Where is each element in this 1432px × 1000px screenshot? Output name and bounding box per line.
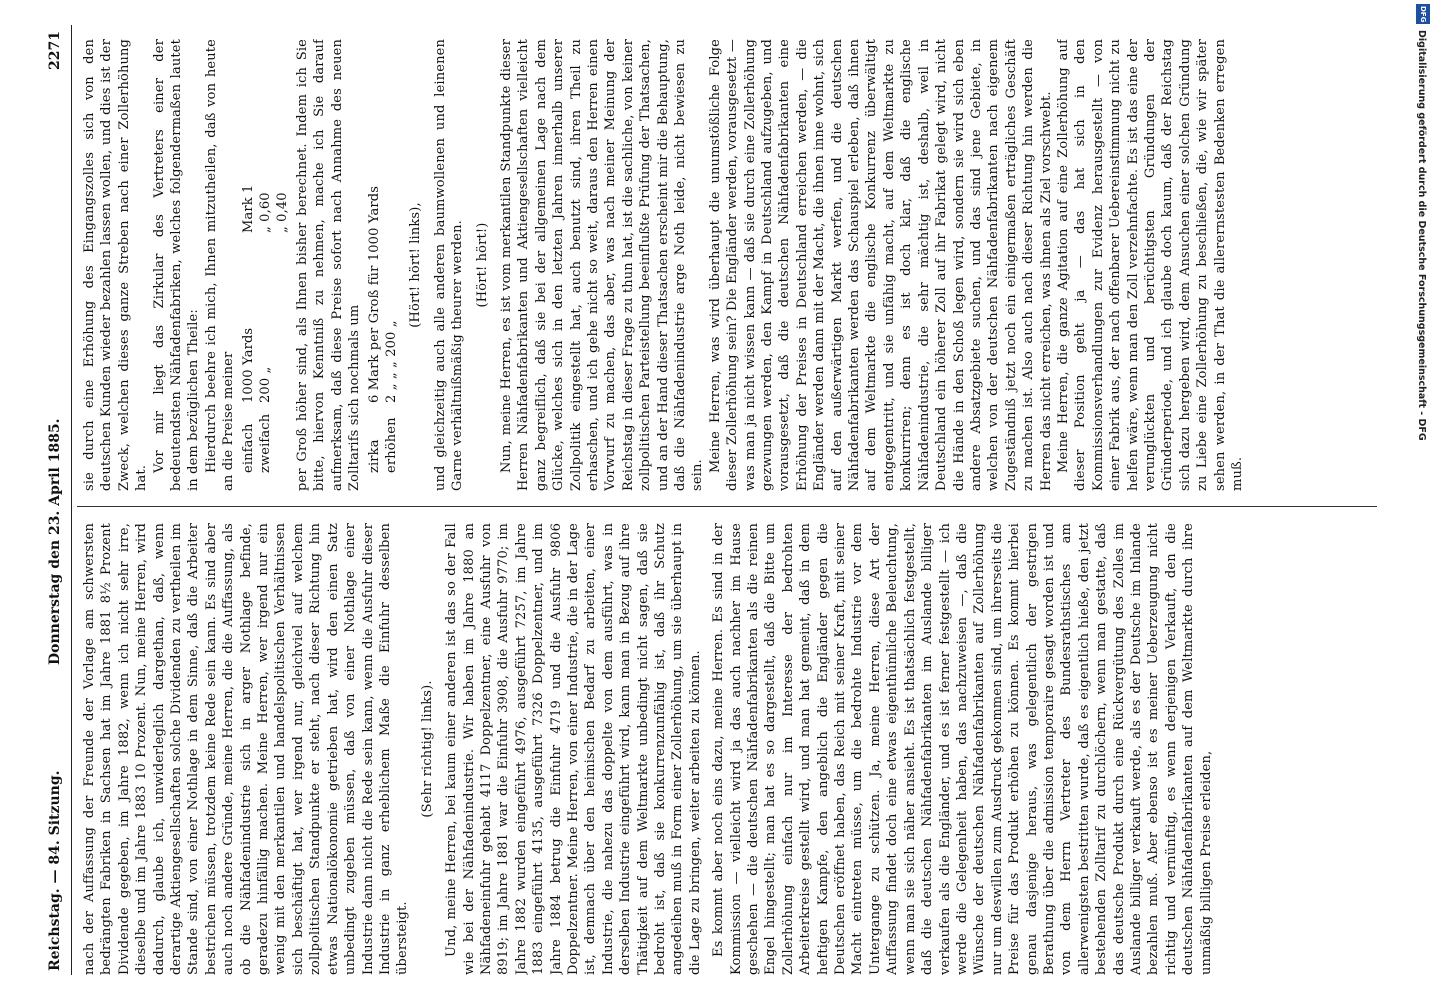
dfg-stamp (1414, 0, 1432, 1000)
table-cell: „ 0,40 (275, 192, 291, 233)
interjection: (Hört! hört!) (474, 222, 490, 308)
rotated-page (41, 25, 1391, 975)
table-row (383, 39, 400, 473)
paragraph: Meine Herren, die ganze Agitation auf eine Zollerhöhung auf dieser Position geht ja — das hat sich in den Kommissionsverhandlungen zur Evidenz herausgestellt — von einer Fabrik aus, der nach offenbarer Uebereinstimmung nicht zu helfen wäre, wenn man den Zoll verzehnfachte. Es ist das eine der verunglückten und berüchtigsten Gründungen der Gründerperiode, und ich glaube doch kaum, daß der Reichstag sich dazu hergeben wird, dem Ansuchen einer solchen Gründung zu Liebe eine Zollerhöhung zu beschließen, die, wie wir später sehen werden, in der That die allerernstesten Bedenken erregen muß. (1055, 39, 1245, 491)
right-column (81, 39, 1386, 491)
paragraph: und gleichzeitig auch alle anderen baumwollenen und leinenen Garne verhältnißmäßig theurer werden. (432, 39, 466, 491)
paragraph: nach der Auffassung der Freunde der Vorlage am schwersten bedrängten Fabriken in Sachsen hat im Jahre 1881 8½ Prozent Dividende gegeben, im Jahre 1882, wenn ich nicht sehr irre, dieselbe und im Jahre 1883 10 Prozent. Nun, meine Herren, wird dadurch, glaube ich, unwiderleglich dargethan, daß, wenn derartige Aktiengesellschaften solche Dividenden zu vertheilen im Stande sind, von einer Nothlage in dem Sinne, daß die Arbeiter bestrichen müssen, trotzdem keine Rede sein kann. Es sind aber auch noch andere Gründe, meine Herren, die die Auffassung, als ob die Nähfadenindustrie sich in arger Nothlage befinde, geradezu hinfällig machen. Meine Herren, wer irgend nur ein wenig mit den merkantilen und handelspolitischen Verhältnissen sich beschäftigt hat, wer irgend nur, gleichviel auf welchem zollpolitischen Standpunkte er steht, nach dieser Richtung hin etwas Nationalökonomie getrieben hat, wird den einen Satz unbedingt zugeben müssen, daß von einer Nothlage einer Industrie dann nicht die Rede sein kann, wenn die Ausfuhr dieser Industrie in ganz erheblichem Maße die Einfuhr desselben übersteigt. (82, 523, 411, 975)
table-row (274, 39, 291, 473)
header-session: Reichstag. — 84. Sitzung. (47, 770, 63, 971)
paragraph: Und, meine Herren, bei kaum einer anderen ist das so der Fall wie bei der Nähfadenindustrie. Wir haben im Jahre 1880 an Nähfadeneinfuhr gehabt 4117 Doppelzentner, eine Ausfuhr von 8919; im Jahre 1881 war die Einfuhr 3908, die Ausfuhr 9770; im Jahre 1882 wurden eingeführt 4976, ausgeführt 7257, im Jahre 1883 eingeführt 4135, ausgeführt 7326 Doppelzentner, und im Jahre 1884 betrug die Einfuhr 4719 und die Ausfuhr 9806 Doppelzentner. Meine Herren, von einer Industrie, die in der Lage ist, demnach über den heimischen Bedarf zu arbeiten, einer Industrie, die nahezu das doppelte von dem ausführt, was in derselben Industrie eingeführt wird, kann man in Bezug auf ihre Thätigkeit auf dem Weltmarkte unbedingt nicht sagen, daß sie bedroht ist, daß sie konkurrenzunfähig ist, daß ihr Schutz angedeihen muß in Form einer Zollerhöhung, um sie überhaupt in die Lage zu bringen, weiter arbeiten zu können. (444, 523, 703, 975)
table-cell: einfach (240, 423, 256, 473)
table-cell (274, 403, 291, 473)
table-cell: 200 „ (258, 366, 274, 403)
interjection: (Sehr richtig! links). (419, 680, 435, 818)
table-cell: zirka (366, 439, 382, 473)
table-cell: zweifach (258, 413, 274, 473)
page-header (41, 25, 72, 975)
table-cell: erhöhen (383, 417, 399, 473)
price-table-2 (366, 39, 401, 473)
dfg-notice: Digitalisierung gefördert durch die Deutsche Forschungsgemeinschaft - DFG (1416, 30, 1427, 441)
paragraph: Es kommt aber noch eins dazu, meine Herren. Es sind in der Kommission — vielleicht wird ja das auch nachher im Hause geschehen — die deutschen Nähfadenfabrikanten als die reinen Engel hingestellt; man hat es so dargestellt, daß die Bitte um Zollerhöhung einfach nur im Interesse der bedrohten Arbeiterkreise gestellt wird, und man hat gemeint, daß in dem heftigen Kampfe, den angeblich die Engländer gegen die Deutschen eröffnet haben, das Reich mit seiner Kraft, mit seiner Macht eintreten müsse, um die bedrohte Industrie vor dem Untergange zu schützen. Ja, meine Herren, diese Art der Auffassung findet doch eine etwas eigenthümliche Beleuchtung, wenn man sie sich näher ansieht. Es ist thatsächlich festgestellt, daß die deutschen Nähfadenfabrikanten im Auslande billiger verkaufen als die Engländer, und es ist ferner festgestellt — ich werde die Gelegenheit haben, das nachzuweisen —, daß die Wünsche der deutschen Nähfadenfabrikanten auf Zollerhöhung nur um deswillen zum Ausdruck gekommen sind, um ihrerseits die Preise für das Produkt erhöhen zu können. Es kommt hierbei genau dasjenige heraus, was gelegentlich der gestrigen Berathung über die admission temporaire gesagt worden ist und von dem Herrn Vertreter des Bundesrathstisches am allerwenigsten bestritten wurde, daß es eigentlich hieße, den jetzt bestehenden Zolltarif zu durchlöchern, wenn man gestatte, daß das deutsche Produkt durch eine Rückvergütung des Zolles im Auslande billiger verkauft werde, als es der Deutsche im Inlande bezahlen muß. Aber ebenso ist es meiner Ueberzeugung nicht richtig und vernünftig, es wenn derjenigen Verkauft, den die deutschen Nähfadenfabrikanten auf dem Weltmarkte durch ihre unmäßig billigen Preise erleiden, (711, 523, 1214, 975)
paragraph: sie durch eine Erhöhung des Eingangszolles sich von den deutschen Kunden wieder bezahlen lassen wollen, und dies ist der Zweck, welchen dieses ganze Streben nach einer Zollerhöhung hat. (82, 39, 150, 491)
column-divider (77, 506, 1377, 507)
table-row (240, 39, 257, 473)
paragraph: Meine Herren, was wird überhaupt die unumstößliche Folge dieser Zollerhöhung sein? Die Engländer werden, vorausgesetzt — was man ja nicht wissen kann — daß sie durch eine Zollerhöhung gezwungen werden, den Kampf in Deutschland aufzugeben, und vorausgesetzt, daß die deutschen Nähfadenfabrikanten eine Erhöhung der Preises in Deutschland erreichen werden, — die Engländer werden dann mit der Macht, die ihnen inne wohnt, sich auf den außerwärtigen Markt werfen, und die deutschen Nähfadenfabrikanten werden das Schauspiel erleben, daß ihnen auf dem Weltmarkte die englische Konkurrenz überwältigt entgegentritt, und sie unfähig macht, auf dem Weltmarkte zu konkurriren; denn es ist doch klar, daß die englische Nähfadenindustrie, die sehr mächtig ist, deshalb, weil in Deutschland ein höherer Zoll auf ihr Fabrikat gelegt wird, nicht die Hände in den Schoß legen wird, sondern sie wird sich eben andere Absatzgebiete suchen, und das sind jene Gebiete, in welchen von der deutschen Nähfadenfabrikanten nach eigenem Zugeständniß jetzt noch ein einigermaßen erträgliches Geschäft zu machen ist. Also auch nach dieser Richtung hin werden die Herren das nicht erreichen, was ihnen als Ziel vorschwebt. (707, 39, 1054, 491)
table-cell: „ 0,60 (258, 192, 274, 233)
dfg-logo-icon (1416, 4, 1430, 24)
table-cell (274, 233, 291, 403)
table-cell: 6 Mark per Groß für 1000 Yards (366, 185, 382, 403)
price-table (240, 39, 292, 473)
left-column (81, 523, 1386, 975)
interjection: (Hört! hört! links), (408, 202, 424, 328)
dfg-logo-text: DFG (1419, 6, 1427, 23)
table-cell: Mark 1 (240, 184, 256, 233)
page-number: 2271 (47, 31, 63, 70)
table-row (257, 39, 274, 473)
paragraph: per Groß höher sind, als Ihnen bisher berechnet. Indem ich Sie bitte, hiervon Kenntniß zu nehmen, mache ich Sie darauf aufmerksam, daß diese Preise sofort nach Annahme des neuen Zolltarifs sich nochmals um (294, 39, 363, 491)
table-row (366, 39, 383, 473)
paragraph: Hierdurch beehre ich mich, Ihnen mitzutheilen, daß von heute an die Preise meiner (203, 39, 237, 491)
table-cell: 2 „ „ „ 200 „ (383, 320, 399, 403)
paragraph: Vor mir liegt das Zirkular des Vertreters einer der bedeutendsten Nähfadenfabriken, welches folgendermaßen lautet in dem bezüglichen Theile: (151, 39, 202, 491)
header-date: Donnerstag den 23. April 1885. (47, 418, 63, 665)
table-cell: 1000 Yards (240, 327, 256, 403)
paragraph: Nun, meine Herren, es ist vom merkantilen Standpunkte dieser Herren Nähfadenfabrikanten und Aktiengesellschaften vielleicht ganz begreiflich, daß sie bei der allgemeinen Lage nach dem Glücke, welches sich in den letzten Jahren innerhalb unserer Zollpolitik eingestellt hat, auch benutzt sind, ihren Theil zu erhaschen, und ich gehe nicht so weit, daraus den Herren einen Vorwurf zu machen, das aber, was nach meiner Meinung der Reichstag in dieser Frage zu thun hat, ist die sachliche, von keiner zollpolitischen Parteistellung beeinflußte Prüfung der Thatsachen, und an der Hand dieser Thatsachen erscheint mir die Behauptung, daß die Nähfadenindustrie arge Noth leide, nicht bewiesen zu sein. (498, 39, 706, 491)
